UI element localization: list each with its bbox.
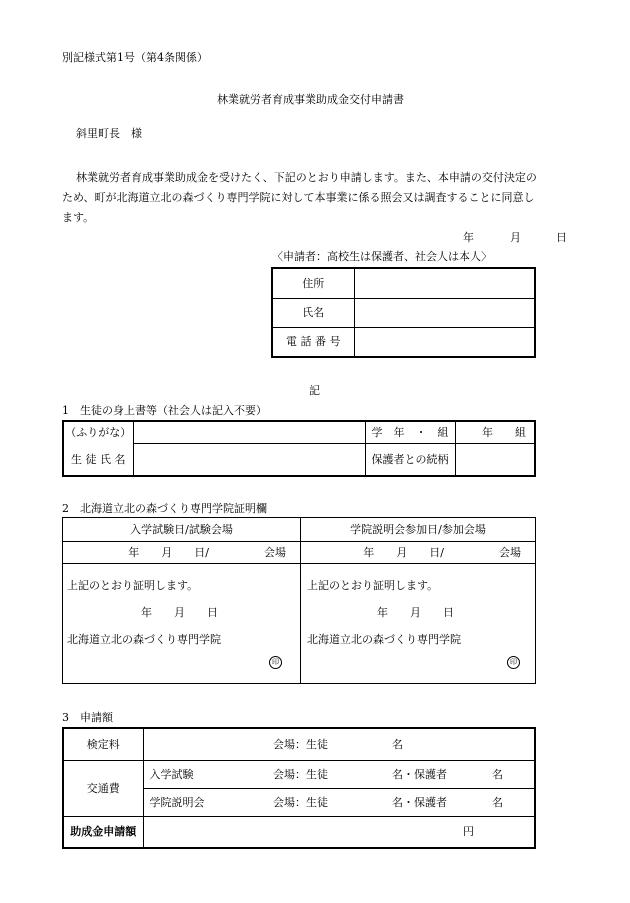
amount-table xyxy=(62,727,536,849)
relation-label: 保護者との続柄 xyxy=(365,443,455,476)
entrance-student-count[interactable]: 名・保護者 xyxy=(378,760,468,788)
address-field[interactable] xyxy=(354,268,535,298)
session-student-count[interactable]: 名・保護者 xyxy=(378,788,468,816)
seal-icon: 印 xyxy=(507,656,520,669)
exam-date-field[interactable]: 年 月 日/ 会場 xyxy=(63,542,301,564)
exam-fee-venue: 会場：生徒 xyxy=(273,728,378,760)
session-cert-date: 年 月 日 xyxy=(377,606,454,619)
session-guardian-count[interactable]: 名 xyxy=(468,788,535,816)
seal-icon: 印 xyxy=(269,656,282,669)
date-day: 日 xyxy=(556,231,567,244)
subsidy-amount-field[interactable]: 円 xyxy=(143,816,535,848)
exam-certify-text: 上記のとおり証明します。 xyxy=(67,579,199,592)
applicant-note: 〈申請者：高校生は保護者、社会人は本人〉 xyxy=(272,250,492,263)
address-label: 住所 xyxy=(272,268,354,298)
intro-line-1: 林業就労者育成事業助成金を受けたく、下記のとおり申請します。また、本申請の交付決定の xyxy=(76,171,537,184)
transport-label: 交通費 xyxy=(63,760,143,816)
subsidy-label: 助成金申請額 xyxy=(63,816,143,848)
section3-heading: 3 申請額 xyxy=(62,711,113,724)
exam-date-header: 入学試験日/試験会場 xyxy=(63,518,301,542)
ki-heading: 記 xyxy=(309,384,320,397)
student-table xyxy=(62,420,536,477)
form-label: 別記様式第1号（第4条関係） xyxy=(62,51,208,64)
section1-heading: 1 生徒の身上書等（社会人は記入不要） xyxy=(62,404,267,417)
furigana-label: （ふりがな） xyxy=(63,421,133,443)
addressee: 斜里町長 様 xyxy=(76,127,142,140)
student-name-label: 生 徒 氏 名 xyxy=(63,443,133,476)
session-school-name: 北海道立北の森づくり専門学院 xyxy=(307,633,461,646)
exam-fee-spacer xyxy=(143,728,273,760)
entrance-venue: 会場：生徒 xyxy=(273,760,378,788)
furigana-field[interactable] xyxy=(133,421,365,443)
grade-class-field[interactable]: 年 組 xyxy=(455,421,535,443)
session-date-header: 学院説明会参加日/参加会場 xyxy=(301,518,536,542)
session-certify-text: 上記のとおり証明します。 xyxy=(307,579,439,592)
exam-fee-blank xyxy=(468,728,535,760)
relation-field[interactable] xyxy=(455,443,535,476)
intro-line-3: ます。 xyxy=(62,211,95,224)
form-title: 林業就労者育成事業助成金交付申請書 xyxy=(217,93,404,106)
section2-heading: 2 北海道立北の森づくり専門学院証明欄 xyxy=(62,502,267,515)
phone-label: 電 話 番 号 xyxy=(272,327,354,357)
info-session-label: 学院説明会 xyxy=(143,788,273,816)
exam-cert-date: 年 月 日 xyxy=(141,606,218,619)
entrance-exam-label: 入学試験 xyxy=(143,760,273,788)
phone-field[interactable] xyxy=(354,327,535,357)
exam-certification-cell xyxy=(63,564,301,684)
applicant-table xyxy=(271,267,536,358)
entrance-guardian-count[interactable]: 名 xyxy=(468,760,535,788)
exam-school-name: 北海道立北の森づくり専門学院 xyxy=(67,633,221,646)
certification-table xyxy=(62,517,536,684)
name-label: 氏名 xyxy=(272,298,354,327)
date-year: 年 xyxy=(463,231,474,244)
exam-seal-mark xyxy=(269,655,282,669)
session-seal-mark xyxy=(507,655,520,669)
session-venue: 会場：生徒 xyxy=(273,788,378,816)
date-month: 月 xyxy=(510,231,521,244)
name-field[interactable] xyxy=(354,298,535,327)
grade-class-label: 学 年 ・ 組 xyxy=(365,421,455,443)
exam-fee-label: 検定料 xyxy=(63,728,143,760)
student-name-field[interactable] xyxy=(133,443,365,476)
exam-fee-count[interactable]: 名 xyxy=(378,728,468,760)
intro-line-2: ため、町が北海道立北の森づくり専門学院に対して本事業に係る照会又は調査することに同意し xyxy=(62,191,535,204)
session-certification-cell xyxy=(301,564,536,684)
session-date-field[interactable]: 年 月 日/ 会場 xyxy=(301,542,536,564)
